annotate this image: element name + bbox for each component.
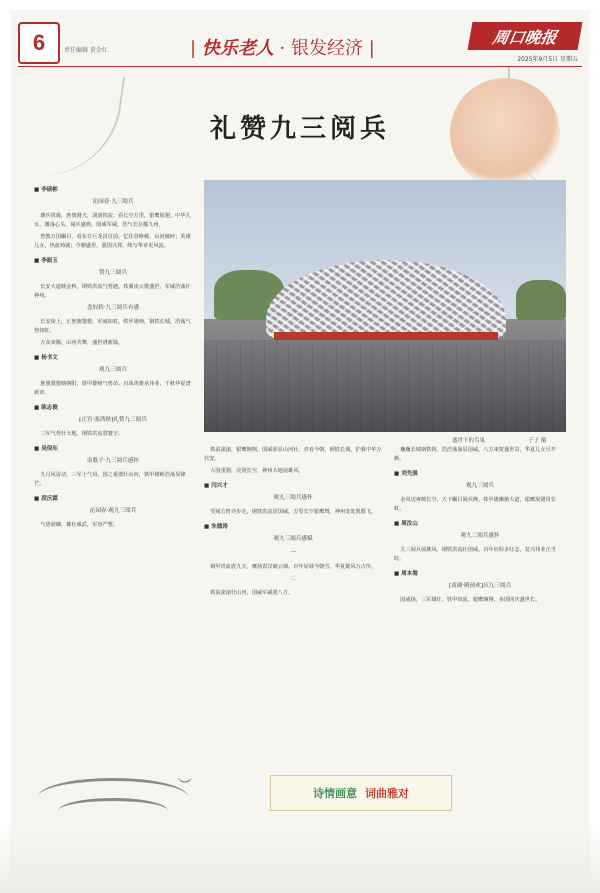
poem-block	[204, 523, 382, 598]
poem-title: 观九三阅兵感怀	[460, 533, 500, 539]
poem-author: ■ 闫兴才	[204, 482, 382, 491]
page-number: 6	[18, 22, 60, 64]
poem-block	[34, 495, 192, 530]
poem-line: 大国重器，亮剑长空，神州大地展雄风。	[210, 468, 304, 474]
column-banner	[270, 775, 452, 811]
banner-left: 诗情画意	[313, 787, 357, 800]
section-title: | 快乐老人 · 银发经济 |	[190, 38, 375, 59]
pavilion-roof-lower	[58, 798, 168, 815]
poem-block	[34, 354, 192, 398]
banner-right: 词曲雅对	[365, 787, 409, 800]
column-left	[34, 180, 192, 790]
poem-line: 长安街上，正旌旗猎猎，军威如虹。铁甲雄师，钢铁长城，浩荡气势如虹。	[34, 319, 191, 334]
poem-line: 国威扬，三军雄壮。铁甲如流，银鹰翱翔，举国同庆盛世长。	[400, 597, 541, 603]
poem-line: 旌旗猎猎映朝阳，铁甲雄师气势昂。百战英雄承伟业，千秋华夏谱新章。	[34, 381, 191, 396]
swallow-icon: ︶	[178, 778, 192, 794]
poem-title: 赞九三阅兵	[99, 270, 127, 276]
section-right: 银发经济	[290, 38, 363, 59]
poem-line: 雄兵铁骑，旌旗漫天，滚滚铁流；看长空万里，银鹰展翅；中华儿女，激荡心头。阅兵盛典，国威军威，浩气长存耀九州。	[34, 213, 191, 228]
poem-author: ■ 朱德涛	[204, 523, 382, 532]
photo-credit: 子子 摄	[528, 438, 547, 444]
poem-line: 铁流滚滚壮山河，国威军威震八方。	[210, 590, 294, 596]
poem-title: 沁园春·观九三阅兵	[89, 508, 137, 514]
poem-block	[394, 520, 566, 564]
poem-title: 观九三阅兵感怀	[273, 495, 313, 501]
poem-author: ■ 陈志俊	[34, 404, 192, 413]
poem-block	[34, 445, 192, 489]
bird-nest-photo	[204, 180, 566, 432]
poem-line: 铁流滚滚，银鹰翱翔，国威彰显山河壮。喜看今朝，钢铁长城，护我中华万代安。	[204, 447, 382, 462]
poem-block	[34, 404, 192, 439]
poem-author: ■ 杨书文	[34, 354, 192, 363]
poem-part-number: 一	[290, 550, 296, 556]
poem-author: ■ 李振玉	[34, 257, 192, 266]
poem-author: ■ 吴保东	[34, 445, 192, 454]
poem-line: 巍巍长城钢铁铸，浩浩荡荡显国威。八方来贺盛世景，华夏儿女尽开颜。	[394, 447, 556, 462]
issue-date: 2025年9月5日 星期五	[517, 56, 578, 63]
poem-author: ■ 刘先强	[394, 470, 566, 479]
column-right	[394, 446, 566, 736]
poem-title: 观九三阅兵	[466, 483, 494, 489]
poem-title: [双调·殿前欢]庆九三阅兵	[448, 583, 512, 589]
column-middle	[204, 446, 382, 736]
poem-block	[34, 257, 192, 348]
pavilion-illustration	[28, 748, 198, 843]
poem-part-number: 二	[290, 576, 296, 582]
poem-block	[204, 482, 382, 517]
poem-block	[394, 470, 566, 514]
article-title: 礼赞九三阅兵	[209, 114, 390, 144]
poem-line: 九三阅兵展雄风，钢铁洪流壮国威。百年征程多壮志，复兴伟业正当时。	[394, 547, 556, 562]
poem-line: 曾教万国瞩目，看东方巨龙昂首前。忆往昔峥嵘，山河破碎；英雄儿女，热血铸就；今朝盛世，强国兴邦，续写华章更风流。	[34, 234, 191, 249]
poem-line: 三军气势壮天地，钢铁洪流震寰宇。	[40, 431, 124, 437]
poem-author: ■ 周本海	[394, 570, 566, 579]
section-left: 快乐老人	[201, 38, 274, 59]
poem-title: 观九三阅兵	[99, 367, 127, 373]
poem-title: 念奴娇·九三阅兵有感	[86, 305, 140, 311]
poem-line: 受阅方阵齐步走，钢铁洪流显国威。万里长空银鹰舞，神州处处凯歌飞。	[210, 509, 377, 515]
poem-line: 九月风雷动，三军士气昂。国之重器壮山河，铁甲雄师浩荡显锋芒。	[34, 472, 186, 487]
poem-title: 南歌子·九三阅兵感怀	[86, 458, 140, 464]
pavilion-roof	[38, 778, 188, 799]
photo-trees-right	[516, 280, 566, 320]
poem-line: 万众欢腾，山河共舞，盛世谱新篇。	[40, 340, 124, 346]
poem-author: ■ 李硕彬	[34, 186, 192, 195]
poem-line: 钢甲洪流震九天，鹰扬霄汉破云烟。百年屈辱今朝雪，华夏雄风万古传。	[210, 564, 377, 570]
poem-author: ■ 周汝山	[394, 520, 566, 529]
poem-line: 气势磅礴，雄壮威武，军容严整。	[40, 522, 119, 528]
header-rule	[18, 66, 582, 67]
poem-title: 沁园春·九三阅兵	[92, 199, 134, 205]
poem-author: ■ 段沃霖	[34, 495, 192, 504]
editor-credit: 责任编辑 黄金红	[64, 47, 108, 54]
poem-line: 长安大道映金秋，钢铁洪流气势遒。铁翼凌云歌盛世，军威浩荡壮神州。	[34, 284, 191, 299]
poem-block	[394, 570, 566, 605]
photo-plaza	[204, 340, 566, 432]
poem-title: 观九三阅兵感赋	[273, 536, 313, 542]
poem-block	[34, 186, 192, 251]
poem-line: 金风送爽映长空，天下瞩目阅兵隆。铁甲雄狮驰大道，银鹰展翅贯长虹。	[394, 497, 556, 512]
masthead-logo: 周口晚报	[468, 22, 583, 50]
poem-title: [正宫·塞鸿秋]礼赞九三阅兵	[79, 417, 147, 423]
photo-caption: 盛世下的鸟巢	[452, 438, 486, 444]
